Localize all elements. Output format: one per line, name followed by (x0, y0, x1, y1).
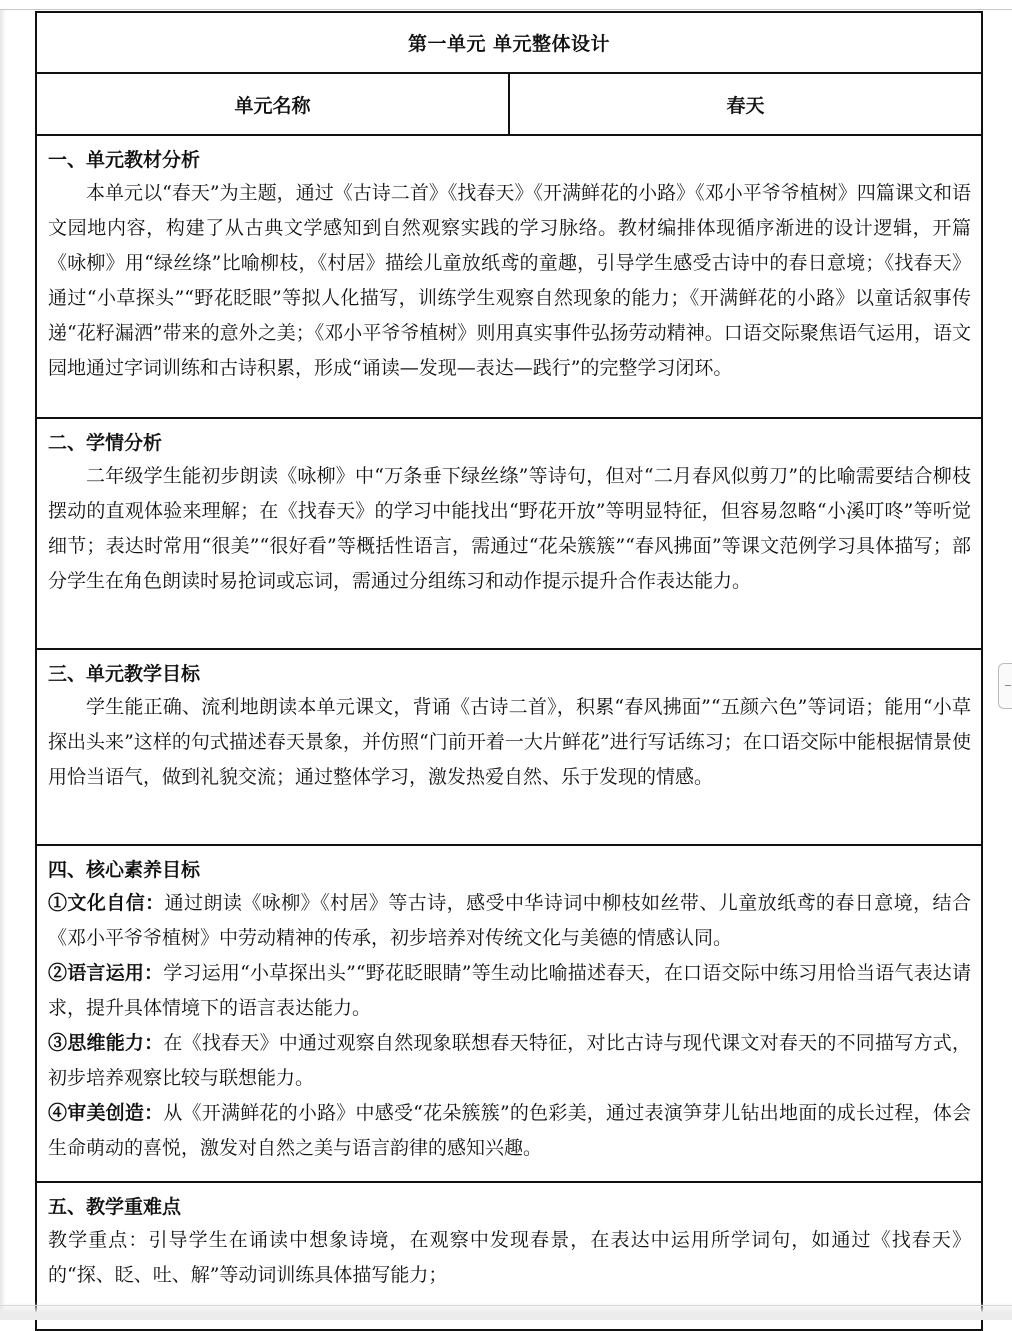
unit-name-label: 单元名称 (36, 73, 509, 135)
section-heading: 三、单元教学目标 (48, 663, 201, 685)
unit-design-table (35, 11, 983, 1331)
literacy-item-thinking (48, 1026, 971, 1096)
item-text: 学习运用“小草探出头”“野花眨眼睛”等生动比喻描述春天，在口语交际中练习用恰当语气表达请求，提升具体情境下的语言表达能力。 (48, 962, 971, 1019)
section-heading: 五、教学重难点 (48, 1196, 182, 1218)
item-label: ③思维能力： (48, 1032, 164, 1054)
section-body: 教学重点：引导学生在诵读中想象诗境，在观察中发现春景，在表达中运用所学词句，如通过《找春天》的“探、眨、吐、解”等动词训练具体描写能力； (48, 1229, 971, 1286)
viewer-left-edge (0, 10, 6, 1320)
section-body: 学生能正确、流利地朗读本单元课文，背诵《古诗二首》，积累“春风拂面”“五颜六色”等词语；能用“小草探出头来”这样的句式描述春天景象，并仿照“门前开着一大片鲜花”进行写话练习；在口语交际中能根据情景使用恰当语气，做到礼貌交流；通过整体学习，激发热爱自然、乐于发现的情感。 (48, 696, 971, 788)
item-text: 从《开满鲜花的小路》中感受“花朵簇簇”的色彩美，通过表演笋芽儿钻出地面的成长过程，体会生命萌动的喜悦，激发对自然之美与语言韵律的感知兴趣。 (48, 1102, 971, 1159)
section-teaching-goals (36, 649, 982, 845)
section-body: 本单元以“春天”为主题，通过《古诗二首》《找春天》《开满鲜花的小路》《邓小平爷爷植树》四篇课文和语文园地内容，构建了从古典文学感知到自然观察实践的学习脉络。教材编排体现循序渐进的设计逻辑，开篇《咏柳》用“绿丝绦”比喻柳枝，《村居》描绘儿童放纸鸢的童趣，引导学生感受古诗中的春日意境；《找春天》通过“小草探头”“野花眨眼”等拟人化描写，训练学生观察自然现象的能力；《开满鲜花的小路》以童话叙事传递“花籽漏洒”带来的意外之美；《邓小平爷爷植树》则用真实事件弘扬劳动精神。口语交际聚焦语气运用，语文园地通过字词训练和古诗积累，形成“诵读—发现—表达—践行”的完整学习闭环。 (48, 182, 971, 379)
side-panel-toggle[interactable] (998, 663, 1012, 709)
item-text: 通过朗读《咏柳》《村居》等古诗，感受中华诗词中柳枝如丝带、儿童放纸鸢的春日意境，结合《邓小平爷爷植树》中劳动精神的传承，初步培养对传统文化与美德的情感认同。 (48, 892, 971, 949)
section-row (36, 649, 982, 845)
unit-name-row (36, 73, 982, 135)
section-core-literacy (36, 845, 982, 1182)
viewer-bottom-fade (0, 1302, 1012, 1320)
item-text: 在《找春天》中通过观察自然现象联想春天特征，对比古诗与现代课文对春天的不同描写方式，初步培养观察比较与联想能力。 (48, 1032, 971, 1089)
viewer-top-border (0, 9, 1012, 10)
section-student-analysis (36, 418, 982, 649)
section-heading: 二、学情分析 (48, 432, 163, 454)
section-row (36, 418, 982, 649)
literacy-item-aesthetic (48, 1096, 971, 1166)
literacy-item-culture (48, 886, 971, 956)
section-row (36, 845, 982, 1182)
section-heading: 一、单元教材分析 (48, 149, 201, 171)
literacy-item-language (48, 956, 971, 1026)
title-row (36, 12, 982, 73)
item-label: ①文化自信： (48, 892, 165, 914)
section-row (36, 135, 982, 418)
section-heading: 四、核心素养目标 (48, 859, 201, 881)
section-textbook-analysis (36, 135, 982, 418)
item-label: ②语言运用： (48, 962, 164, 984)
collapse-icon (1005, 685, 1011, 686)
unit-name-value: 春天 (509, 73, 982, 135)
section-body: 二年级学生能初步朗读《咏柳》中“万条垂下绿丝绦”等诗句，但对“二月春风似剪刀”的比喻需要结合柳枝摆动的直观体验来理解；在《找春天》的学习中能找出“野花开放”等明显特征，但容易忽略“小溪叮咚”等听觉细节；表达时常用“很美”“很好看”等概括性语言，需通过“花朵簇簇”“春风拂面”等课文范例学习具体描写；部分学生在角色朗读时易抢词或忘词，需通过分组练习和动作提示提升合作表达能力。 (48, 465, 971, 592)
document-title: 第一单元 单元整体设计 (36, 12, 982, 73)
item-label: ④审美创造： (48, 1102, 164, 1124)
